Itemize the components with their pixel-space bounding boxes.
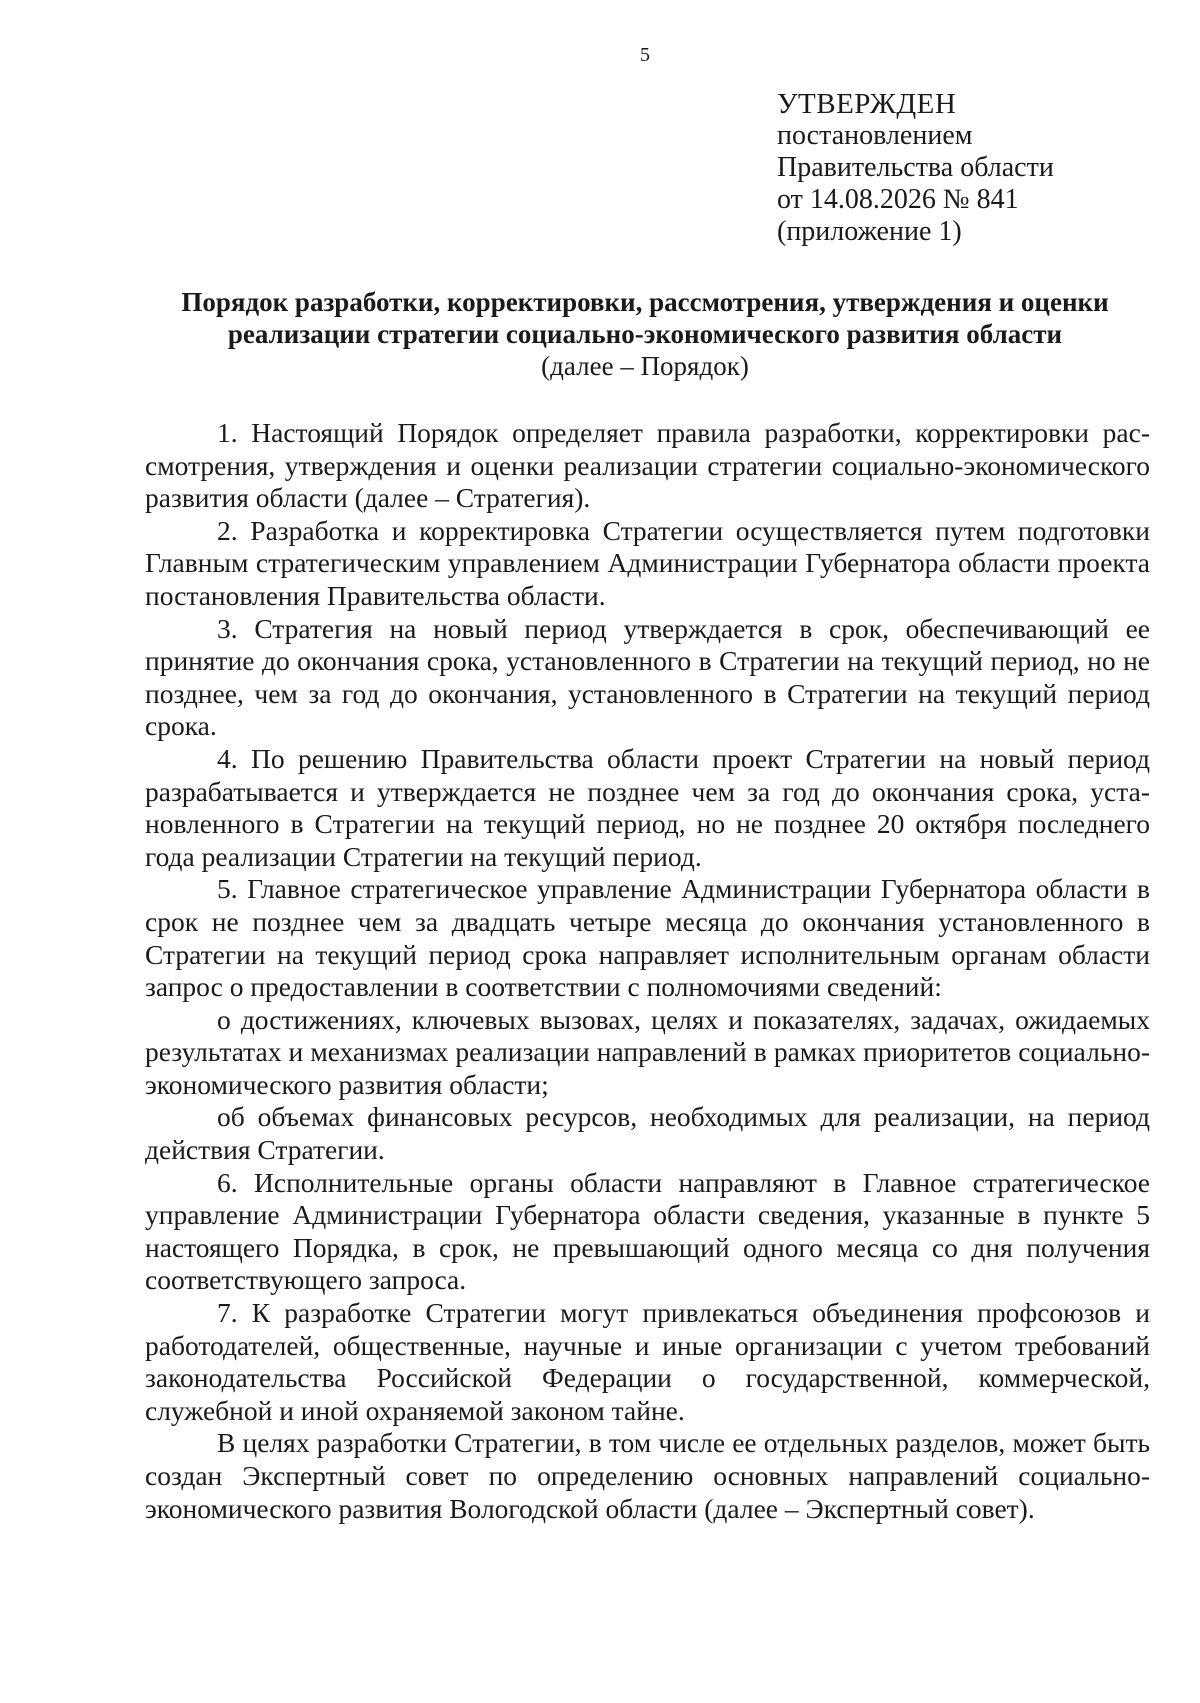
paragraph-4: 4. По решению Правительства области проект Стратегии на новый период разрабатывается и утверждается не позднее чем за год до окончания срока, установленного в Стратегии на текущий период, но не позднее 20 октября последнего года реализации Стратегии на текущий период. <box>145 742 1150 872</box>
paragraph-1: 1. Настоящий Порядок определяет правила разработки, корректировки рассмотрения, утверждения и оценки реализации стратегии социально-экономического развития области (далее – Стратегия). <box>145 417 1150 514</box>
document-title-line: реализации стратегии социально-экономического развития области <box>227 319 1063 349</box>
paragraph-7-continuation: В целях разработки Стратегии, в том числе ее отдельных разделов, может быть создан Экспертный совет по определению основных направлений социально-экономического развития Вологодской области (далее – Экспертный совет). <box>145 1427 1150 1524</box>
approval-line: Правительства области <box>777 152 1054 183</box>
page-number: 5 <box>640 44 650 66</box>
document-title-note: (далее – Порядок) <box>541 351 749 381</box>
paragraph-3: 3. Стратегия на новый период утверждается в срок, обеспечивающий ее принятие до окончания срока, установленного в Стратегии на текущий период, но не позднее, чем за год до окончания, установленного в Стратегии на текущий период срока. <box>145 612 1150 742</box>
approval-line: постановлением <box>777 120 973 151</box>
paragraph-7: 7. К разработке Стратегии могут привлекаться объединения профсоюзов и работодателей, общественные, научные и иные организации с учетом требований законодательства Российской Федерации о государственной, коммерческой, служебной и иной охраняемой законом тайне. <box>145 1297 1150 1426</box>
paragraph-5: 5. Главное стратегическое управление Администрации Губернатора области в срок не позднее чем за двадцать четыре месяца до окончания установленного в Стратегии на текущий период срока направляет исполнительным органам области запрос о предоставлении в соответствии с полномочиями сведений: <box>145 873 1150 1003</box>
paragraph-2: 2. Разработка и корректировка Стратегии осуществляется путем подготовки Главным стратегическим управлением Администрации Губернатора области проекта постановления Правительства области. <box>145 514 1150 611</box>
document-title-line: Порядок разработки, корректировки, рассмотрения, утверждения и оценки <box>181 287 1109 317</box>
paragraph-6: 6. Исполнительные органы области направляют в Главное стратегическое управление Администрации Губернатора области сведения, указанные в пункте 5 настоящего Порядка, в срок, не превышающий одного месяца со дня получения соответствующего запроса. <box>145 1166 1150 1296</box>
approval-line: от 14.08.2026 № 841 <box>777 184 1019 215</box>
paragraph-5-item-1: о достижениях, ключевых вызовах, целях и показателях, задачах, ожидаемых результатах и механизмах реализации направлений в рамках приоритетов социально-экономического развития области; <box>145 1003 1150 1100</box>
approval-stamp <box>777 88 1054 248</box>
approval-line: (приложение 1) <box>777 216 962 247</box>
document-title <box>140 286 1150 382</box>
document-body <box>145 417 1150 1525</box>
paragraph-5-item-2: об объемах финансовых ресурсов, необходимых для реализации, на период действия Стратегии. <box>145 1101 1150 1166</box>
approval-title: УТВЕРЖДЕН <box>777 88 957 120</box>
